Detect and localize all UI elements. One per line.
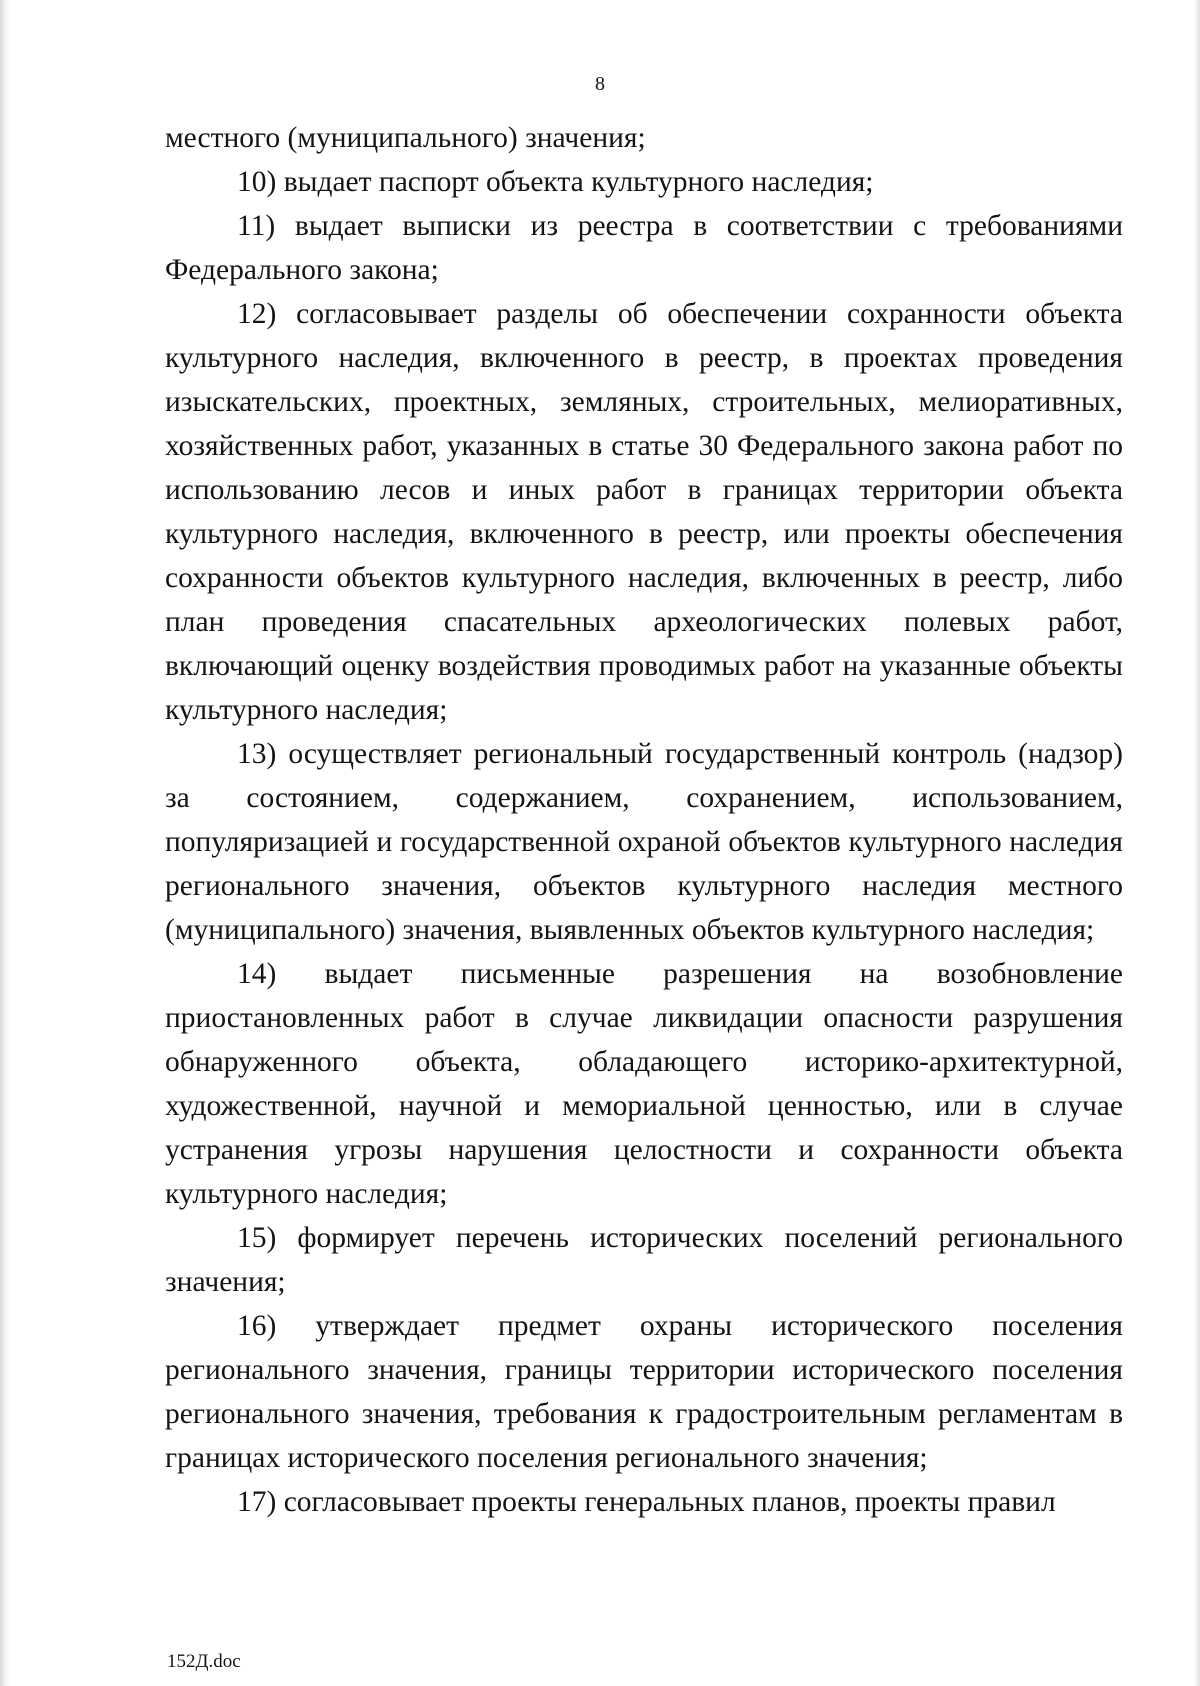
paragraph-item-11: 11) выдает выписки из реестра в соответствии с требованиями Федерального закона;	[165, 210, 1123, 286]
paragraph-item-12: 12) согласовывает разделы об обеспечении сохранности объекта культурного наследия, включенного в реестр, в проектах проведения изыскательских, проектных, земляных, строительных, мелиоративных, хозяйственных работ, указанных в статье 30 Федерального закона работ по использованию лесов и иных работ в границах территории объекта культурного наследия, включенного в реестр, или проекты обеспечения сохранности объектов культурного наследия, включенных в реестр, либо план проведения спасательных археологических полевых работ, включающий оценку воздействия проводимых работ на указанные объекты культурного наследия;	[165, 298, 1123, 726]
page-number: 8	[595, 73, 605, 95]
footer-filename: 152Д.doc	[167, 1651, 241, 1672]
paragraph-item-14: 14) выдает письменные разрешения на возобновление приостановленных работ в случае ликвидации опасности разрушения обнаруженного объекта, обладающего историко-архитектурной, художественной, научной и мемориальной ценностью, или в случае устранения угрозы нарушения целостности и сохранности объекта культурного наследия;	[165, 958, 1123, 1210]
paragraph-item-10: 10) выдает паспорт объекта культурного наследия;	[237, 166, 874, 198]
paragraph-continuation: местного (муниципального) значения;	[165, 122, 646, 154]
paragraph-item-15: 15) формирует перечень исторических поселений регионального значения;	[165, 1222, 1123, 1298]
paragraph-item-13: 13) осуществляет региональный государственный контроль (надзор) за состоянием, содержанием, сохранением, использованием, популяризацией и государственной охраной объектов культурного наследия регионального значения, объектов культурного наследия местного (муниципального) значения, выявленных объектов культурного наследия;	[165, 738, 1123, 946]
paragraph-item-16: 16) утверждает предмет охраны исторического поселения регионального значения, границы территории исторического поселения регионального значения, требования к градостроительным регламентам в границах исторического поселения регионального значения;	[165, 1310, 1123, 1474]
scan-edge-right	[1194, 0, 1200, 1686]
scan-edge-left	[0, 0, 10, 1686]
document-body	[165, 116, 1123, 1524]
paragraph-item-17: 17) согласовывает проекты генеральных планов, проекты правил	[237, 1486, 1056, 1518]
